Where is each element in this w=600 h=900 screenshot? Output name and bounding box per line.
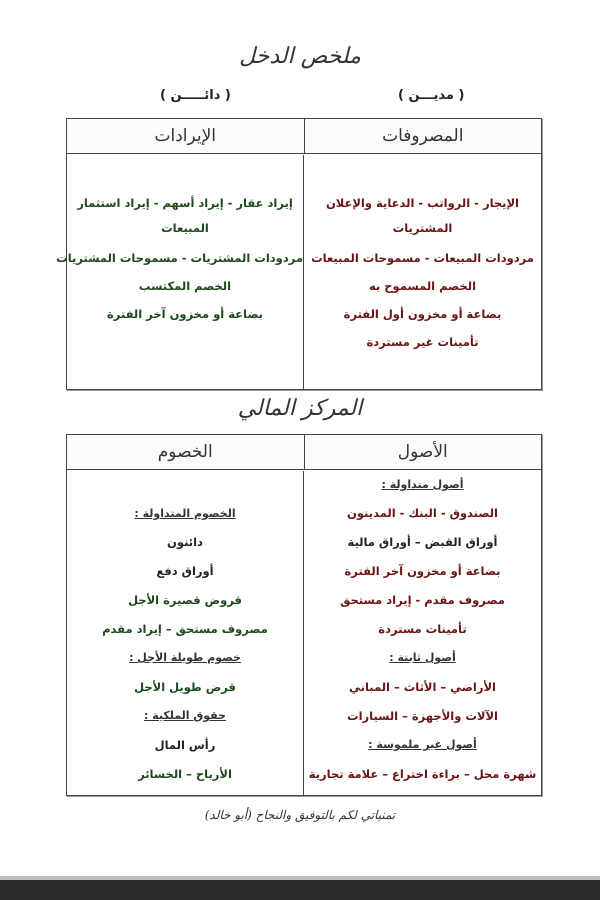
income-summary-table bbox=[56, 118, 542, 390]
expense-item: المشتريات bbox=[392, 221, 453, 235]
liability-item: قرض طويل الأجل bbox=[134, 680, 236, 694]
expenses-header: المصروفات bbox=[382, 126, 464, 146]
liabilities-column bbox=[67, 471, 304, 795]
liability-item: دائنون bbox=[167, 535, 203, 549]
expense-item: الإيجار - الرواتب - الدعاية والإعلان bbox=[325, 196, 520, 210]
fixed-assets-heading: أصول ثابتة : bbox=[389, 651, 456, 664]
liabilities-header: الخصوم bbox=[67, 435, 305, 469]
asset-item: مصروف مقدم - إيراد مستحق bbox=[340, 593, 505, 607]
income-summary-body bbox=[56, 155, 541, 389]
asset-item: شهرة محل – براءة اختراع – علامة تجارية bbox=[308, 767, 537, 781]
asset-item: أوراق القبض – أوراق مالية bbox=[347, 535, 498, 549]
revenue-item: بضاعة أو مخزون آخر الفترة bbox=[107, 307, 263, 321]
financial-position-table bbox=[66, 434, 542, 796]
equity-item: رأس المال bbox=[154, 738, 216, 752]
assets-column bbox=[304, 471, 541, 795]
revenue-item: مردودات المشتريات - مسموحات المشتريات bbox=[56, 251, 303, 265]
expense-item: الخصم المسموح به bbox=[368, 279, 477, 293]
credit-label: ( دائـــــن ) bbox=[160, 88, 231, 103]
page-bottom-bar bbox=[0, 880, 600, 900]
expense-item: بضاعة أو مخزون أول الفترة bbox=[343, 307, 502, 321]
asset-item: الصندوق - البنك - المدينون bbox=[347, 506, 498, 520]
debit-label: ( مديـــن ) bbox=[398, 88, 465, 103]
footer-note: تمنياتي لكم بالتوفيق والنجاح (أبو خالد) bbox=[204, 808, 396, 822]
liability-item: أوراق دفع bbox=[156, 564, 214, 578]
current-assets-heading: أصول متداولة : bbox=[381, 478, 464, 491]
financial-position-title: المركز المالي bbox=[237, 396, 363, 421]
current-liabilities-heading: الخصوم المتداولة : bbox=[134, 507, 236, 520]
long-term-liabilities-heading: خصوم طويلة الأجل : bbox=[129, 651, 241, 664]
equity-item: الأرباح – الخسائر bbox=[138, 767, 232, 781]
financial-position-body bbox=[67, 471, 541, 795]
liability-item: مصروف مستحق – إيراد مقدم bbox=[102, 622, 268, 636]
assets-header: الأصول bbox=[397, 442, 448, 462]
equity-heading: حقوق الملكية : bbox=[144, 709, 226, 722]
revenues-header: الإيرادات bbox=[67, 119, 305, 153]
income-summary-title: ملخص الدخل bbox=[239, 44, 361, 69]
revenues-column bbox=[56, 155, 304, 389]
revenue-item: إيراد عقار - إيراد أسهم - إيراد استثمار bbox=[77, 196, 293, 210]
expenses-column bbox=[304, 155, 541, 389]
asset-item: تأمينات مستردة bbox=[378, 622, 467, 636]
revenue-item: الخصم المكتسب bbox=[138, 279, 232, 293]
asset-item: بضاعة أو مخزون آخر الفترة bbox=[344, 564, 501, 578]
financial-position-header-row bbox=[67, 435, 541, 470]
income-summary-header-row bbox=[67, 119, 541, 154]
expense-item: مردودات المبيعات - مسموحات المبيعات bbox=[311, 251, 534, 265]
expense-item: تأمينات غير مستردة bbox=[366, 335, 479, 349]
liability-item: قروض قصيرة الأجل bbox=[128, 593, 242, 607]
asset-item: الآلات والأجهزة – السيارات bbox=[347, 709, 498, 723]
revenue-item: المبيعات bbox=[161, 221, 209, 235]
intangible-assets-heading: أصول غير ملموسة : bbox=[368, 738, 477, 751]
asset-item: الأراضي – الأثاث – المباني bbox=[349, 680, 496, 694]
